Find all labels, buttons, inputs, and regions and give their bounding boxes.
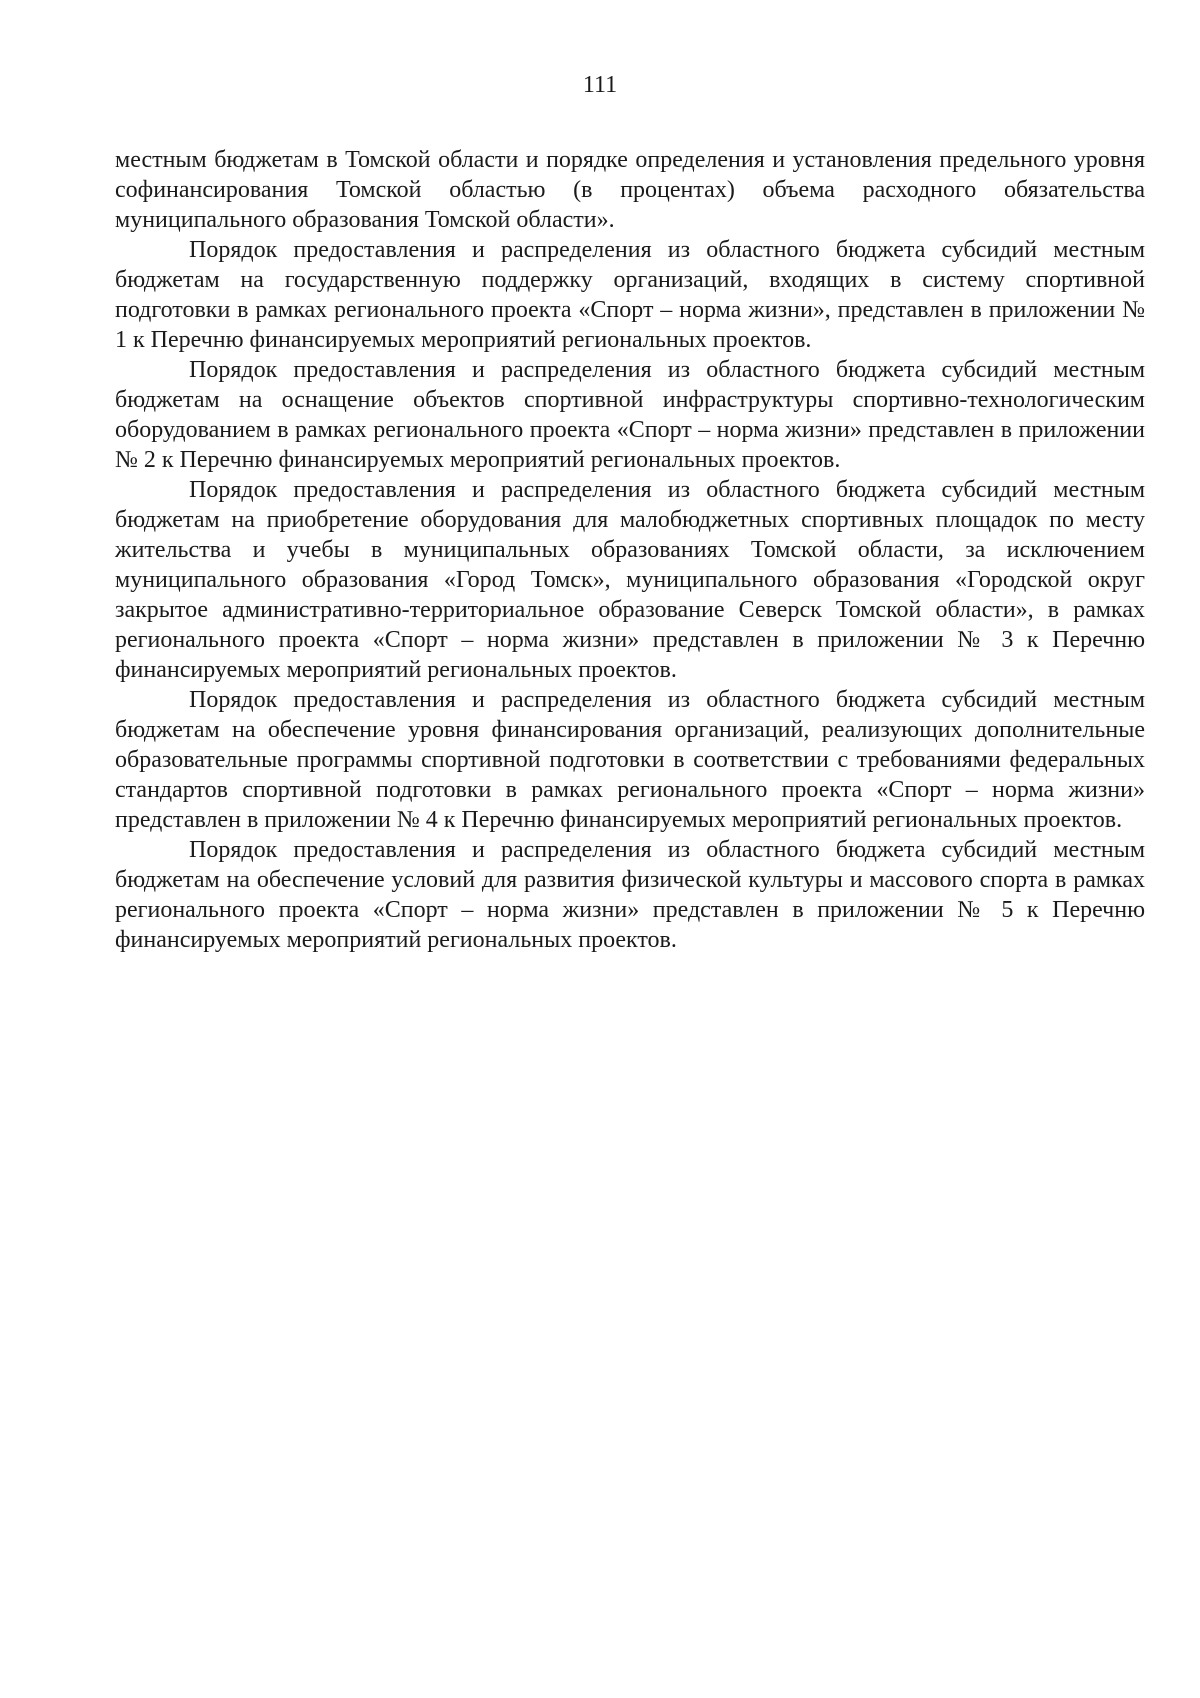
document-body: [115, 145, 1145, 955]
paragraph-appendix-4: Порядок предоставления и распределения из областного бюджета субсидий местным бюджетам на обеспечение уровня финансирования организаций, реализующих дополнительные образовательные программы спортивной подготовки в соответствии с требованиями федеральных стандартов спортивной подготовки в рамках регионального проекта «Спорт – норма жизни» представлен в приложении № 4 к Перечню финансируемых мероприятий региональных проектов.: [115, 687, 1145, 833]
page-number: 111: [582, 72, 618, 98]
paragraph-continuation: местным бюджетам в Томской области и порядке определения и установления предельного уровня софинансирования Томской областью (в процентах) объема расходного обязательства муниципального образования Томской области».: [115, 147, 1145, 233]
paragraph-appendix-3: Порядок предоставления и распределения из областного бюджета субсидий местным бюджетам на приобретение оборудования для малобюджетных спортивных площадок по месту жительства и учебы в муниципальных образованиях Томской области, за исключением муниципального образования «Город Томск», муниципального образования «Городской округ закрытое административно-территориальное образование Северск Томской области», в рамках регионального проекта «Спорт – норма жизни» представлен в приложении № 3 к Перечню финансируемых мероприятий региональных проектов.: [115, 477, 1145, 683]
paragraph-appendix-5: Порядок предоставления и распределения из областного бюджета субсидий местным бюджетам на обеспечение условий для развития физической культуры и массового спорта в рамках регионального проекта «Спорт – норма жизни» представлен в приложении № 5 к Перечню финансируемых мероприятий региональных проектов.: [115, 837, 1145, 953]
paragraph-appendix-2: Порядок предоставления и распределения из областного бюджета субсидий местным бюджетам на оснащение объектов спортивной инфраструктуры спортивно-технологическим оборудованием в рамках регионального проекта «Спорт – норма жизни» представлен в приложении № 2 к Перечню финансируемых мероприятий региональных проектов.: [115, 357, 1145, 473]
paragraph-appendix-1: Порядок предоставления и распределения из областного бюджета субсидий местным бюджетам на государственную поддержку организаций, входящих в систему спортивной подготовки в рамках регионального проекта «Спорт – норма жизни», представлен в приложении № 1 к Перечню финансируемых мероприятий региональных проектов.: [115, 237, 1145, 353]
